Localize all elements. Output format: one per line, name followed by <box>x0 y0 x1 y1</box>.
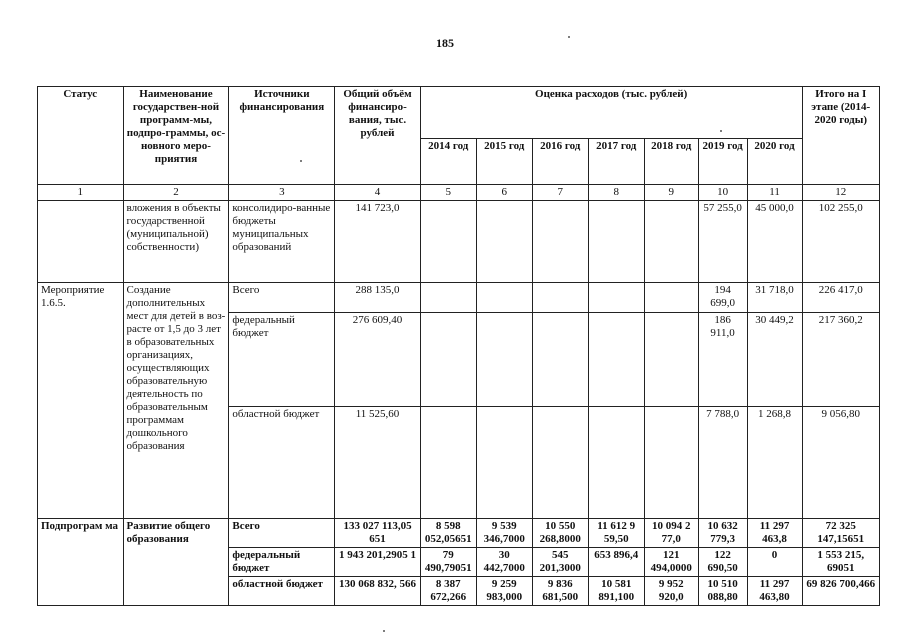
cell-2019: 7 788,0 <box>698 406 747 518</box>
cell-2014: 79 490,79051 <box>420 547 476 576</box>
cell-2015: 9 539 346,7000 <box>476 518 532 547</box>
header-itogo: Итого на I этапе (2014-2020 годы) <box>802 87 879 185</box>
cell-2019: 57 255,0 <box>698 200 747 282</box>
col-number: 10 <box>698 185 747 201</box>
header-row <box>38 87 880 139</box>
header-2018: 2018 год <box>644 139 698 185</box>
cell-2020: 0 <box>747 547 802 576</box>
cell-2014: 8 387 672,266 <box>420 576 476 605</box>
cell-2014: 8 598 052,05651 <box>420 518 476 547</box>
scan-speck <box>383 630 385 632</box>
cell-2019: 122 690,50 <box>698 547 747 576</box>
cell-2014 <box>420 200 476 282</box>
cell-total: 141 723,0 <box>335 200 421 282</box>
header-2015: 2015 год <box>476 139 532 185</box>
table-row <box>38 200 880 282</box>
cell-2019: 10 632 779,3 <box>698 518 747 547</box>
page-number: 185 <box>436 36 454 50</box>
column-number-row <box>38 185 880 201</box>
cell-total: 130 068 832, 566 <box>335 576 421 605</box>
cell-itogo: 217 360,2 <box>802 312 879 406</box>
cell-name: вложения в объекты государственной (муниципальной) собственности) <box>123 200 229 282</box>
cell-2019: 194 699,0 <box>698 282 747 312</box>
cell-2020: 31 718,0 <box>747 282 802 312</box>
cell-2020: 1 268,8 <box>747 406 802 518</box>
cell-2017: 653 896,4 <box>588 547 644 576</box>
cell-2017 <box>588 200 644 282</box>
cell-2020: 11 297 463,80 <box>747 576 802 605</box>
cell-total: 133 027 113,05 651 <box>335 518 421 547</box>
table-row <box>38 282 880 312</box>
cell-itogo: 9 056,80 <box>802 406 879 518</box>
cell-2018: 9 952 920,0 <box>644 576 698 605</box>
cell-2018: 10 094 2 77,0 <box>644 518 698 547</box>
cell-source: областной бюджет <box>229 406 335 518</box>
header-status: Статус <box>38 87 124 185</box>
col-number: 2 <box>123 185 229 201</box>
cell-2017: 11 612 9 59,50 <box>588 518 644 547</box>
cell-source: Всего <box>229 282 335 312</box>
scan-speck <box>720 130 722 132</box>
cell-2020: 30 449,2 <box>747 312 802 406</box>
cell-status: Подпрограм ма <box>38 518 124 605</box>
cell-2016: 545 201,3000 <box>532 547 588 576</box>
cell-total: 276 609,40 <box>335 312 421 406</box>
cell-status <box>38 200 124 282</box>
cell-name: Создание дополнительных мест для детей в воз-расте от 1,5 до 3 лет в образовательных организациях, осуществляющих образовательную деятельность по образовательным программам дошкольного образования <box>123 282 229 518</box>
cell-total: 11 525,60 <box>335 406 421 518</box>
cell-2019: 10 510 088,80 <box>698 576 747 605</box>
header-2019: 2019 год <box>698 139 747 185</box>
col-number: 11 <box>747 185 802 201</box>
col-number: 6 <box>476 185 532 201</box>
header-estimate: Оценка расходов (тыс. рублей) <box>420 87 802 139</box>
cell-source: федеральный бюджет <box>229 312 335 406</box>
header-name: Наименование государствен-ной программ-мы, подпро-граммы, ос-новного меро-приятия <box>123 87 229 185</box>
cell-total: 1 943 201,2905 1 <box>335 547 421 576</box>
cell-itogo: 102 255,0 <box>802 200 879 282</box>
col-number: 1 <box>38 185 124 201</box>
cell-2019: 186 911,0 <box>698 312 747 406</box>
cell-2016: 10 550 268,8000 <box>532 518 588 547</box>
cell-total: 288 135,0 <box>335 282 421 312</box>
col-number: 4 <box>335 185 421 201</box>
cell-2017: 10 581 891,100 <box>588 576 644 605</box>
header-2016: 2016 год <box>532 139 588 185</box>
cell-status: Мероприятие 1.6.5. <box>38 282 124 518</box>
cell-2015 <box>476 200 532 282</box>
cell-2016 <box>532 200 588 282</box>
col-number: 9 <box>644 185 698 201</box>
table-row <box>38 518 880 547</box>
cell-2016: 9 836 681,500 <box>532 576 588 605</box>
header-2020: 2020 год <box>747 139 802 185</box>
col-number: 5 <box>420 185 476 201</box>
header-sources: Источники финансирования <box>229 87 335 185</box>
cell-itogo: 72 325 147,15651 <box>802 518 879 547</box>
cell-2018 <box>644 200 698 282</box>
cell-itogo: 69 826 700,466 <box>802 576 879 605</box>
header-2014: 2014 год <box>420 139 476 185</box>
scan-speck <box>300 160 302 162</box>
cell-source: федеральный бюджет <box>229 547 335 576</box>
header-total: Общий объём финансиро-вания, тыс. рублей <box>335 87 421 185</box>
cell-2015: 9 259 983,000 <box>476 576 532 605</box>
cell-2018: 121 494,0000 <box>644 547 698 576</box>
cell-source: консолидиро-ванные бюджеты муниципальных образований <box>229 200 335 282</box>
cell-itogo: 1 553 215, 69051 <box>802 547 879 576</box>
header-2017: 2017 год <box>588 139 644 185</box>
cell-2020: 11 297 463,8 <box>747 518 802 547</box>
col-number: 3 <box>229 185 335 201</box>
col-number: 7 <box>532 185 588 201</box>
cell-itogo: 226 417,0 <box>802 282 879 312</box>
cell-name: Развитие общего образования <box>123 518 229 605</box>
cell-source: Всего <box>229 518 335 547</box>
scan-speck <box>568 36 570 38</box>
col-number: 12 <box>802 185 879 201</box>
cell-source: областной бюджет <box>229 576 335 605</box>
col-number: 8 <box>588 185 644 201</box>
cell-2020: 45 000,0 <box>747 200 802 282</box>
budget-table <box>37 86 880 606</box>
cell-2015: 30 442,7000 <box>476 547 532 576</box>
